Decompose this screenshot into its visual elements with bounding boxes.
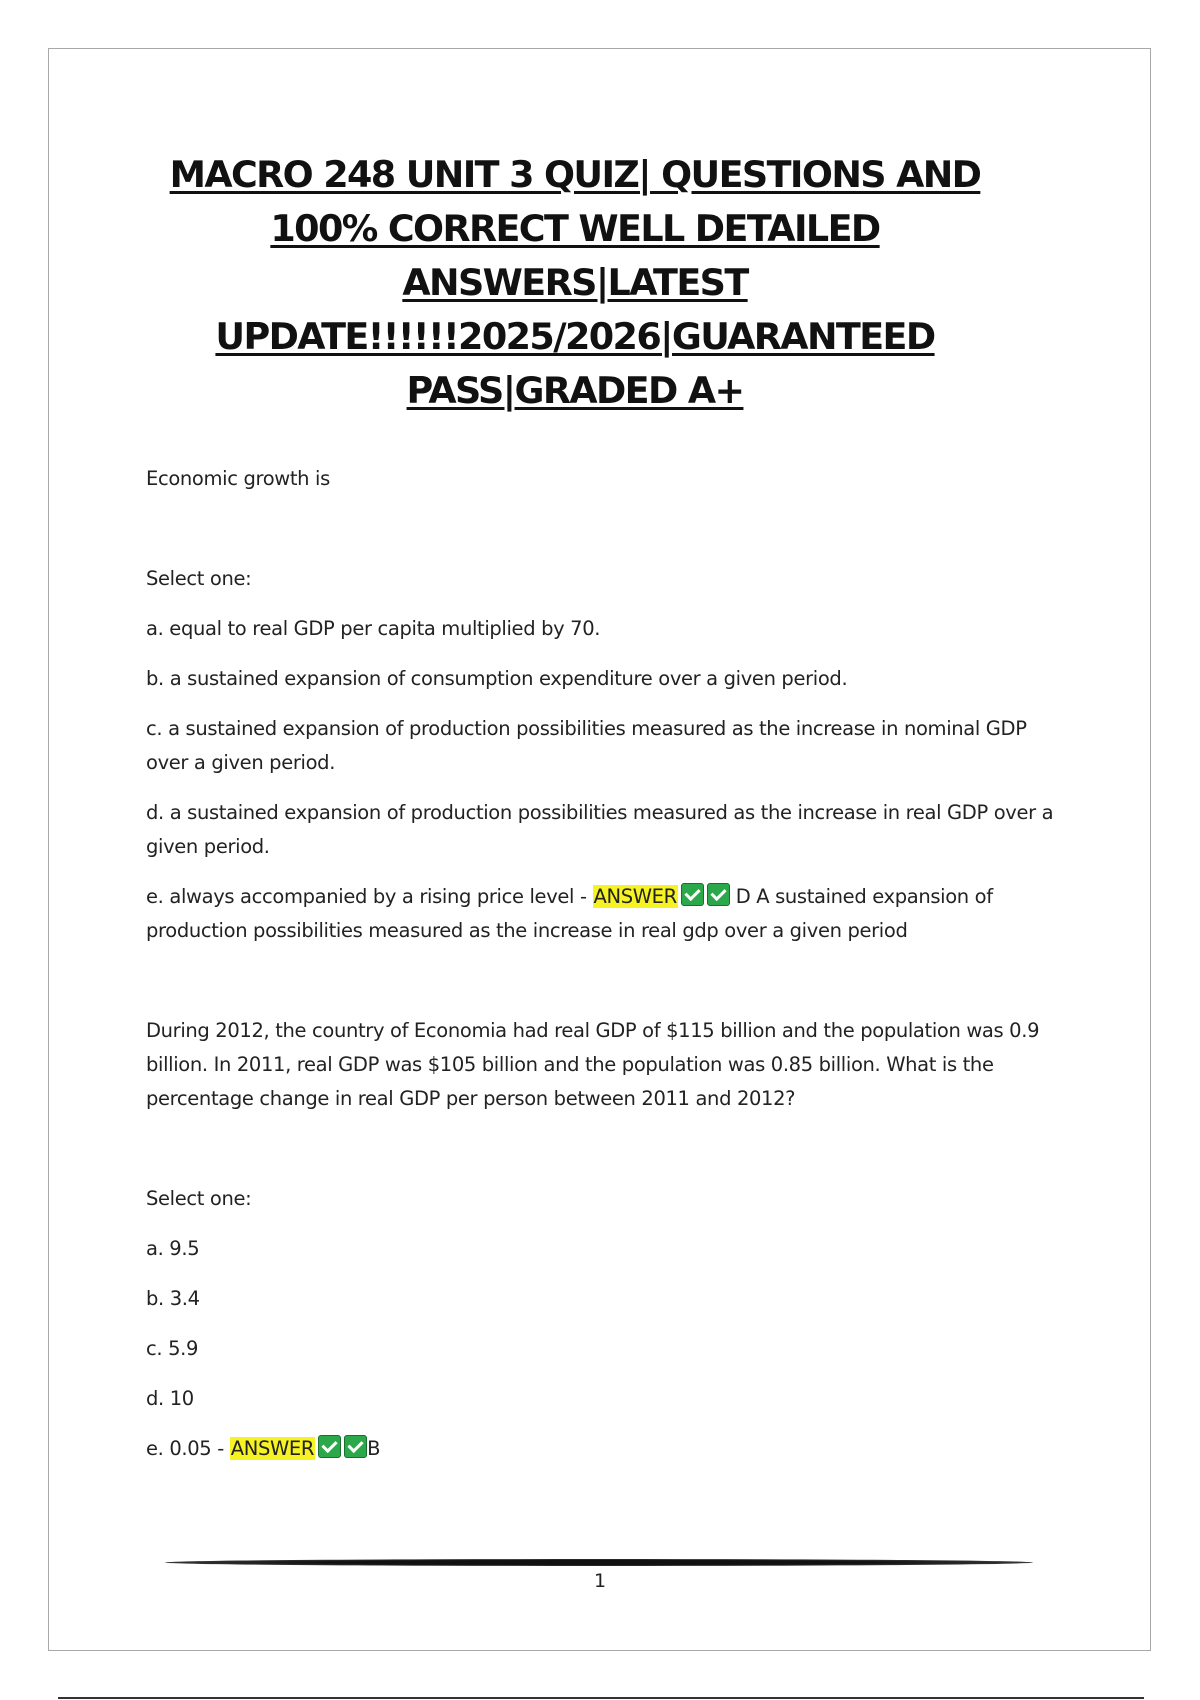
select-one-label: Select one: (146, 567, 252, 590)
select-one-label: Select one: (146, 1187, 252, 1210)
title-line: PASS|GRADED A+ (406, 369, 744, 412)
answer-highlight: ANSWER (593, 885, 677, 908)
answer-text: B (367, 1437, 381, 1460)
answer-option: a. equal to real GDP per capita multiplied by 70. (146, 617, 601, 640)
answer-option: c. a sustained expansion of production possibilities measured as the increase in nominal GDP over a given period. (146, 717, 1027, 774)
answer-option: b. a sustained expansion of consumption expenditure over a given period. (146, 667, 848, 690)
answer-option: d. a sustained expansion of production possibilities measured as the increase in real GDP over a given period. (146, 801, 1054, 858)
page-separator (58, 1697, 1144, 1699)
title-line: 100% CORRECT WELL DETAILED (270, 207, 880, 250)
answer-option-with-key (146, 1432, 1066, 1466)
check-mark-icon (344, 1435, 367, 1458)
title-line: MACRO 248 UNIT 3 QUIZ| QUESTIONS AND (169, 153, 981, 196)
document-title (150, 148, 1000, 418)
footer-divider (165, 1559, 1033, 1566)
answer-option: b. 3.4 (146, 1287, 200, 1310)
question-text: During 2012, the country of Economia had real GDP of $115 billion and the population was 0.9 billion. In 2011, real GDP was $105 billion and the population was 0.85 billion. What is the percentage change in real GDP per person between 2011 and 2012? (146, 1019, 1040, 1110)
title-line: UPDATE!!!!!!2025/2026|GUARANTEED (215, 315, 935, 358)
check-mark-icon (681, 883, 704, 906)
answer-option-with-key (146, 880, 1066, 948)
check-mark-icon (707, 883, 730, 906)
answer-highlight: ANSWER (230, 1437, 315, 1460)
page-number: 1 (593, 1570, 607, 1592)
answer-option: a. 9.5 (146, 1237, 200, 1260)
quiz-content (146, 462, 1066, 1532)
answer-option: c. 5.9 (146, 1337, 199, 1360)
check-mark-icon (318, 1435, 341, 1458)
answer-text: D A sustained expansion of production possibilities measured as the increase in real gdp over a given period (146, 885, 993, 942)
answer-option-text: e. always accompanied by a rising price level - (146, 885, 593, 908)
answer-option: d. 10 (146, 1387, 194, 1410)
title-line: ANSWERS|LATEST (402, 261, 748, 304)
question-text: Economic growth is (146, 467, 330, 490)
answer-option-text: e. 0.05 - (146, 1437, 230, 1460)
